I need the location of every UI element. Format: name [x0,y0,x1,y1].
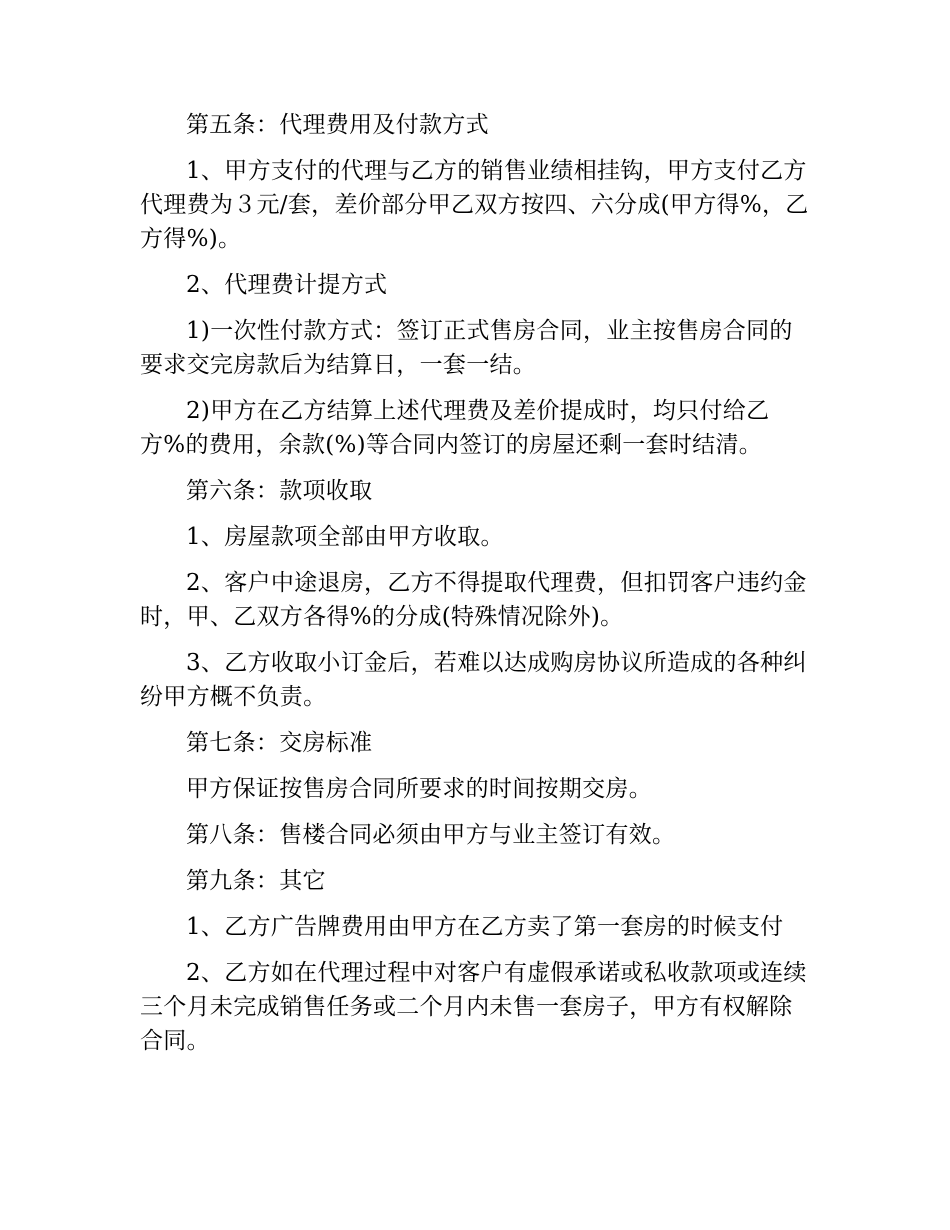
document-page [140,108,812,1070]
article-7-heading: 第七条：交房标准 [186,730,373,756]
article-5-clause-2-item-1: 1)一次性付款方式：签订正式售房合同，业主按售房合同的要求交完房款后为结算日，一套一结。 [140,318,793,378]
article-5-heading: 第五条：代理费用及付款方式 [186,112,489,138]
article-5-clause-2-item-2: 2)甲方在乙方结算上述代理费及差价提成时，均只付给乙方%的费用，余款(%)等合同内签订的房屋还剩一套时结清。 [140,398,770,458]
article-6-clause-1: 1、房屋款项全部由甲方收取。 [186,524,504,550]
article-9-clause-1: 1、乙方广告牌费用由甲方在乙方卖了第一套房的时候支付 [186,914,784,940]
article-9-heading: 第九条：其它 [186,868,326,894]
article-8: 第八条：售楼合同必须由甲方与业主签订有效。 [186,822,676,848]
article-7-body: 甲方保证按售房合同所要求的时间按期交房。 [186,776,652,802]
article-6-heading: 第六条：款项收取 [186,478,373,504]
article-5-clause-2: 2、代理费计提方式 [186,272,388,298]
article-6-clause-2: 2、客户中途退房，乙方不得提取代理费，但扣罚客户违约金时，甲、乙双方各得%的分成(特殊情况除外)。 [140,570,807,630]
article-5-clause-1: 1、甲方支付的代理与乙方的销售业绩相挂钩，甲方支付乙方代理费为３元/套，差价部分甲乙双方按四、六分成(甲方得%，乙方得%)。 [140,158,809,252]
article-6-clause-3: 3、乙方收取小订金后，若难以达成购房协议所造成的各种纠纷甲方概不负责。 [140,650,807,710]
article-9-clause-2: 2、乙方如在代理过程中对客户有虚假承诺或私收款项或连续三个月未完成销售任务或二个月内未售一套房子，甲方有权解除合同。 [140,960,807,1054]
